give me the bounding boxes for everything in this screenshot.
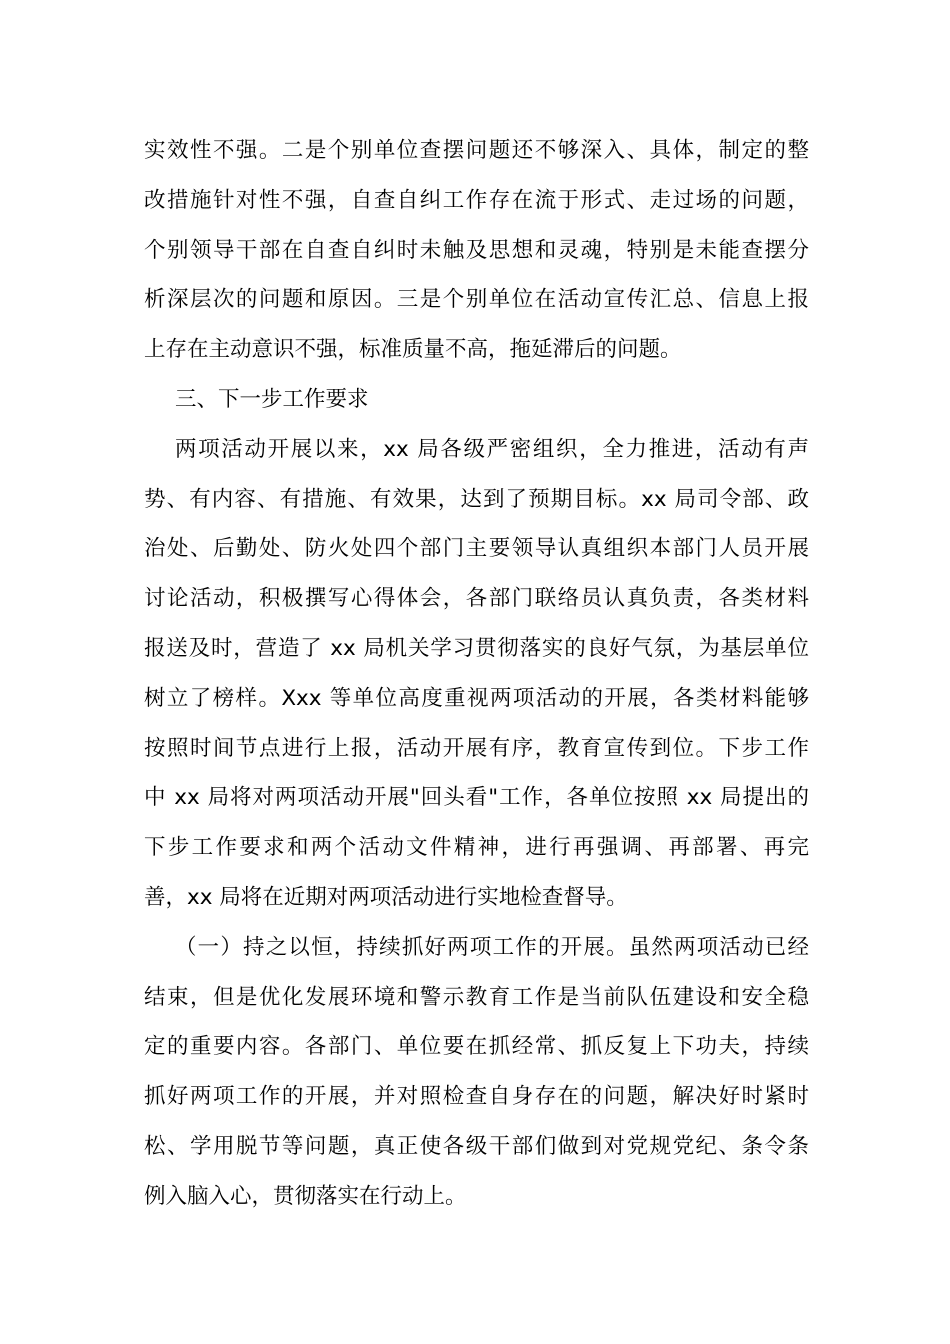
text-line: 上存在主动意识不强，标准质量不高，拖延滞后的问题。	[144, 337, 682, 363]
text-line: 三、下一步工作要求	[175, 386, 369, 412]
text-line: （一）持之以恒，持续抓好两项工作的开展。虽然两项活动已经	[175, 934, 809, 960]
text-line: 下步工作要求和两个活动文件精神，进行再强调、再部署、再完	[144, 835, 809, 861]
text-line: 善，xx 局将在近期对两项活动进行实地检查督导。	[144, 884, 628, 910]
text-line: 改措施针对性不强，自查自纠工作存在流于形式、走过场的问题，	[144, 187, 809, 213]
text-line: 治处、后勤处、防火处四个部门主要领导认真组织本部门人员开展	[144, 536, 809, 562]
text-line: 结束，但是优化发展环境和警示教育工作是当前队伍建设和安全稳	[144, 984, 809, 1010]
document-body	[144, 126, 809, 1222]
text-line: 个别领导干部在自查自纠时未触及思想和灵魂，特别是未能查摆分	[144, 237, 809, 263]
text-line: 析深层次的问题和原因。三是个别单位在活动宣传汇总、信息上报	[144, 287, 809, 313]
text-line: 实效性不强。二是个别单位查摆问题还不够深入、具体，制定的整	[144, 138, 809, 163]
text-line: 报送及时，营造了 xx 局机关学习贯彻落实的良好气氛，为基层单位	[144, 635, 809, 661]
text-line: 按照时间节点进行上报，活动开展有序，教育宣传到位。下步工作	[144, 735, 809, 761]
text-line: 讨论活动，积极撰写心得体会，各部门联络员认真负责，各类材料	[144, 586, 809, 612]
text-line: 两项活动开展以来，xx 局各级严密组织，全力推进，活动有声	[175, 436, 809, 462]
text-line: 抓好两项工作的开展，并对照检查自身存在的问题，解决好时紧时	[144, 1084, 809, 1110]
text-line: 中 xx 局将对两项活动开展"回头看"工作，各单位按照 xx 局提出的	[144, 785, 809, 811]
text-line: 松、学用脱节等问题，真正使各级干部们做到对党规党纪、条令条	[144, 1133, 809, 1159]
text-line: 例入脑入心，贯彻落实在行动上。	[144, 1183, 467, 1209]
text-line: 定的重要内容。各部门、单位要在抓经常、抓反复上下功夫，持续	[144, 1034, 809, 1060]
text-line: 势、有内容、有措施、有效果，达到了预期目标。xx 局司令部、政	[144, 486, 809, 512]
text-line: 树立了榜样。Xxx 等单位高度重视两项活动的开展，各类材料能够	[144, 685, 809, 711]
